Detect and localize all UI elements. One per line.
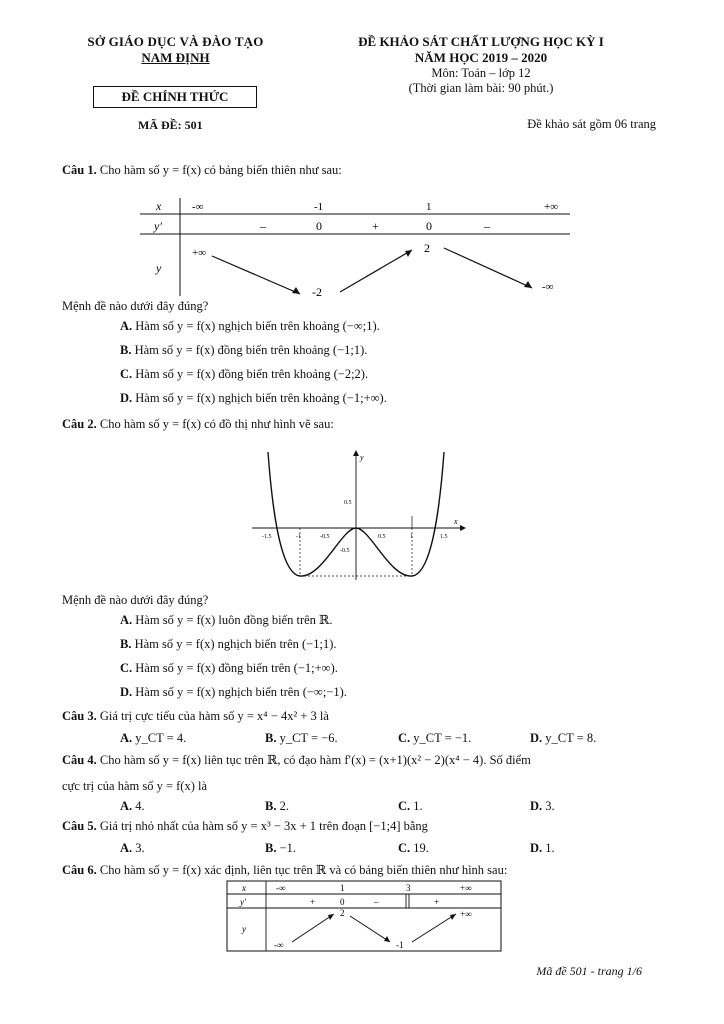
table6-y-0: -∞ (274, 940, 284, 950)
table1-row-dy: y′ (154, 219, 162, 233)
question-3-label: Câu 3. (62, 709, 97, 723)
graph-x-axis-label: x (454, 517, 458, 526)
table6-sign-0: + (310, 897, 316, 907)
exam-title-block (330, 34, 632, 96)
table1-y-2: 2 (424, 241, 430, 255)
question-2-label: Câu 2. (62, 417, 97, 431)
question-6-text: Cho hàm số y = f(x) xác định, liên tục trên ℝ và có bảng biến thiên như hình sau: (99, 863, 508, 877)
table1-x-2: 1 (426, 201, 432, 213)
page-footer: Mã đề 501 - trang 1/6 (536, 964, 642, 978)
question-3-stem (62, 708, 329, 724)
table6-sign-1: 0 (340, 897, 345, 907)
question-4-option-b[interactable]: B. 2. (265, 799, 289, 813)
question-4-stem (62, 752, 531, 768)
question-4-option-a[interactable]: A. 4. (120, 799, 145, 813)
table6-row-x: x (242, 883, 246, 893)
question-4-label: Câu 4. (62, 753, 97, 767)
table6-x-1: 1 (340, 883, 345, 893)
table1-row-x: x (156, 199, 162, 213)
graph-tick-x-3: 0.5 (378, 534, 386, 540)
question-2-text: Cho hàm số y = f(x) có đồ thị như hình vẽ sau: (99, 417, 334, 431)
function-graph (250, 446, 472, 586)
province-name: NAM ĐỊNH (141, 50, 210, 65)
question-5-stem (62, 818, 428, 834)
table6-sign-2: – (374, 897, 379, 907)
table6-x-0: -∞ (276, 883, 286, 893)
graph-tick-y-1: -0.5 (340, 548, 350, 554)
question-3-option-c[interactable]: C. y_CT = −1. (398, 731, 472, 745)
question-2-stem (62, 416, 334, 432)
question-1-text: Cho hàm số y = f(x) có bảng biến thiên như sau: (99, 163, 342, 177)
question-3-text: Giá trị cực tiểu của hàm số y = x⁴ − 4x² + 3 là (99, 709, 329, 723)
question-4-text-line2: cực trị của hàm số y = f(x) là (62, 779, 208, 793)
question-2-option-c[interactable]: C. Hàm số y = f(x) đồng biến trên (−1;+∞). (120, 661, 338, 675)
table6-sign-3: + (434, 897, 440, 907)
table6-y-3: +∞ (460, 909, 472, 919)
table1-y-1: -2 (312, 285, 322, 299)
question-3-option-a[interactable]: A. y_CT = 4. (120, 731, 187, 745)
variation-table-1 (140, 196, 590, 300)
question-2-option-b[interactable]: B. Hàm số y = f(x) nghịch biến trên (−1;1). (120, 637, 337, 651)
table1-sign-3: 0 (426, 219, 432, 233)
table1-y-3: -∞ (542, 281, 554, 293)
subject: Môn: Toán – lớp 12 (431, 66, 531, 80)
question-2-option-a[interactable]: A. Hàm số y = f(x) luôn đồng biến trên ℝ. (120, 613, 333, 627)
table6-x-2: 3 (406, 883, 411, 893)
question-3-option-b[interactable]: B. y_CT = −6. (265, 731, 338, 745)
question-1-stem (62, 162, 342, 178)
table1-sign-1: 0 (316, 219, 322, 233)
graph-tick-x-2: -0.5 (320, 534, 330, 540)
question-6-stem (62, 862, 507, 878)
question-2-prompt: Mệnh đề nào dưới đây đúng? (62, 593, 209, 607)
question-5-text: Giá trị nhỏ nhất của hàm số y = x³ − 3x + 1 trên đoạn [−1;4] bằng (99, 819, 428, 833)
table1-sign-4: – (484, 219, 490, 233)
school-year: NĂM HỌC 2019 – 2020 (414, 50, 548, 65)
question-4-option-c[interactable]: C. 1. (398, 799, 423, 813)
graph-tick-x-4: 1 (410, 534, 413, 540)
table1-x-0: -∞ (192, 201, 204, 213)
question-6-label: Câu 6. (62, 863, 97, 877)
time-limit: (Thời gian làm bài: 90 phút.) (408, 81, 554, 95)
question-1-prompt: Mệnh đề nào dưới đây đúng? (62, 299, 209, 313)
question-5-option-b[interactable]: B. −1. (265, 841, 297, 855)
table1-sign-0: – (260, 219, 266, 233)
department-name: SỞ GIÁO DỤC VÀ ĐÀO TẠO (87, 34, 264, 49)
table6-x-3: +∞ (460, 883, 472, 893)
question-1-option-a[interactable]: A. Hàm số y = f(x) nghịch biến trên khoảng (−∞;1). (120, 319, 380, 333)
table6-y-1: 2 (340, 908, 345, 918)
graph-tick-y-0: 0.5 (344, 500, 352, 506)
table6-row-y: y (242, 924, 246, 934)
table1-x-3: +∞ (544, 201, 559, 213)
table1-x-1: -1 (314, 201, 324, 213)
table6-row-dy: y′ (240, 897, 246, 907)
table1-sign-2: + (372, 219, 379, 233)
question-5-option-d[interactable]: D. 1. (530, 841, 555, 855)
table6-y-2: -1 (396, 940, 404, 950)
question-1-label: Câu 1. (62, 163, 97, 177)
question-5-option-c[interactable]: C. 19. (398, 841, 429, 855)
question-5-label: Câu 5. (62, 819, 97, 833)
question-4-option-d[interactable]: D. 3. (530, 799, 555, 813)
graph-y-axis-label: y (360, 453, 364, 462)
table1-row-y: y (156, 261, 162, 275)
variation-table-6 (226, 880, 504, 954)
question-4-text-line1: Cho hàm số y = f(x) liên tục trên ℝ, có đạo hàm f′(x) = (x+1)(x² − 2)(x⁴ − 4). Số điểm (99, 753, 531, 767)
question-5-option-a[interactable]: A. 3. (120, 841, 145, 855)
question-1-option-d[interactable]: D. Hàm số y = f(x) nghịch biến trên khoảng (−1;+∞). (120, 391, 387, 405)
exam-title: ĐỀ KHẢO SÁT CHẤT LƯỢNG HỌC KỲ I (358, 34, 604, 49)
table1-y-0: +∞ (192, 247, 207, 259)
question-1-option-b[interactable]: B. Hàm số y = f(x) đồng biến trên khoảng (−1;1). (120, 343, 368, 357)
question-2-option-d[interactable]: D. Hàm số y = f(x) nghịch biến trên (−∞;−1). (120, 685, 347, 699)
department-block (68, 34, 283, 66)
exam-code: MÃ ĐỀ: 501 (138, 118, 203, 132)
question-3-option-d[interactable]: D. y_CT = 8. (530, 731, 597, 745)
official-label: ĐỀ CHÍNH THỨC (93, 86, 257, 108)
graph-tick-x-5: 1.5 (440, 534, 448, 540)
graph-tick-x-0: -1.5 (262, 534, 272, 540)
graph-tick-x-1: -1 (296, 534, 301, 540)
question-1-option-c[interactable]: C. Hàm số y = f(x) đồng biến trên khoảng (−2;2). (120, 367, 369, 381)
pages-note: Đề khảo sát gồm 06 trang (527, 117, 656, 131)
